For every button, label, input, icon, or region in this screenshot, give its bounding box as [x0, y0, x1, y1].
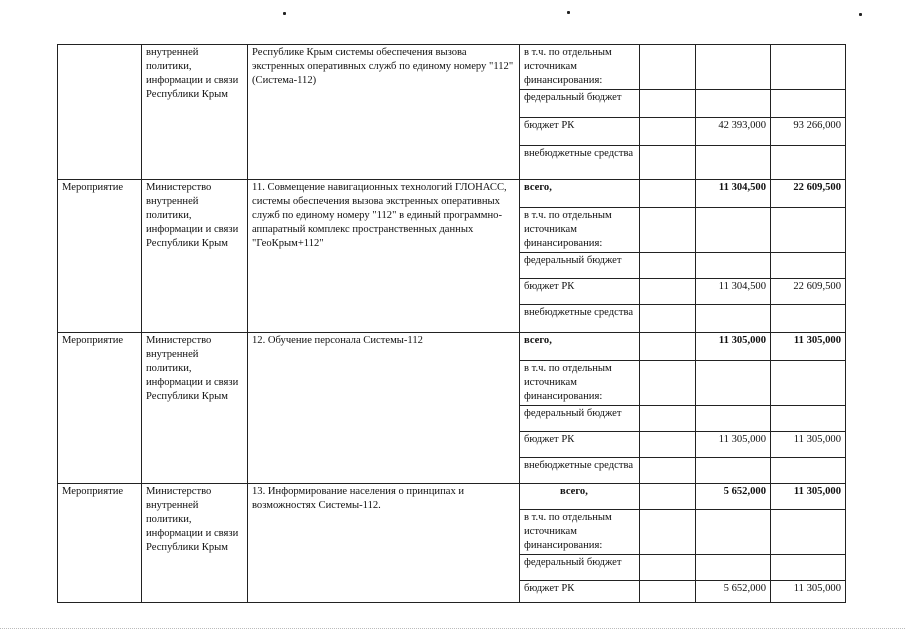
amount-year1-cell: 11 305,000 [696, 432, 771, 458]
amount-year1-cell: 5 652,000 [696, 581, 771, 603]
table-row [58, 45, 846, 90]
empty-cell [640, 118, 696, 146]
empty-cell [640, 406, 696, 432]
funding-source-label: в т.ч. по отдельным источникам финансирования: [520, 510, 640, 555]
amount-year2-cell: 22 609,500 [771, 279, 846, 305]
amount-year1-cell [696, 305, 771, 333]
scan-mark [859, 13, 862, 16]
amount-year1-cell [696, 90, 771, 118]
funding-source-label: внебюджетные средства [520, 305, 640, 333]
empty-cell [640, 555, 696, 581]
funding-source-label: бюджет РК [520, 118, 640, 146]
scan-mark [283, 12, 286, 15]
empty-cell [640, 253, 696, 279]
amount-year2-cell: 11 305,000 [771, 484, 846, 510]
empty-cell [640, 279, 696, 305]
scan-mark [567, 11, 570, 14]
funding-source-label: в т.ч. по отдельным источникам финансирования: [520, 45, 640, 90]
activity-type-cell: Мероприятие [58, 484, 142, 603]
activity-type-cell [58, 45, 142, 180]
amount-year2-cell [771, 458, 846, 484]
funding-source-label: всего, [520, 484, 640, 510]
amount-year2-cell [771, 208, 846, 253]
amount-year2-cell: 11 305,000 [771, 432, 846, 458]
amount-year1-cell: 5 652,000 [696, 484, 771, 510]
empty-cell [640, 510, 696, 555]
amount-year1-cell [696, 510, 771, 555]
funding-table [57, 44, 846, 603]
amount-year2-cell [771, 305, 846, 333]
funding-source-label: бюджет РК [520, 432, 640, 458]
funding-source-label: бюджет РК [520, 581, 640, 603]
empty-cell [640, 208, 696, 253]
table-row [58, 484, 846, 510]
amount-year2-cell [771, 361, 846, 406]
ministry-cell: внутренней политики, информации и связи Республики Крым [142, 45, 248, 180]
empty-cell [640, 432, 696, 458]
amount-year1-cell [696, 208, 771, 253]
funding-source-label: федеральный бюджет [520, 253, 640, 279]
empty-cell [640, 581, 696, 603]
amount-year1-cell: 11 304,500 [696, 279, 771, 305]
funding-source-label: всего, [520, 333, 640, 361]
ministry-cell: Министерство внутренней политики, информации и связи Республики Крым [142, 484, 248, 603]
activity-type-cell: Мероприятие [58, 333, 142, 484]
funding-source-label: всего, [520, 180, 640, 208]
activity-type-cell: Мероприятие [58, 180, 142, 333]
amount-year1-cell: 42 393,000 [696, 118, 771, 146]
empty-cell [640, 90, 696, 118]
funding-source-label: внебюджетные средства [520, 458, 640, 484]
ministry-cell: Министерство внутренней политики, информации и связи Республики Крым [142, 333, 248, 484]
funding-source-label: федеральный бюджет [520, 555, 640, 581]
empty-cell [640, 45, 696, 90]
amount-year1-cell [696, 458, 771, 484]
funding-source-label: внебюджетные средства [520, 146, 640, 180]
funding-source-label: бюджет РК [520, 279, 640, 305]
amount-year2-cell [771, 555, 846, 581]
amount-year1-cell [696, 406, 771, 432]
amount-year1-cell [696, 146, 771, 180]
empty-cell [640, 361, 696, 406]
amount-year2-cell: 11 305,000 [771, 333, 846, 361]
ministry-cell: Министерство внутренней политики, информации и связи Республики Крым [142, 180, 248, 333]
funding-source-label: федеральный бюджет [520, 90, 640, 118]
amount-year1-cell [696, 361, 771, 406]
table-body [58, 45, 846, 603]
activity-description-cell: Республике Крым системы обеспечения вызова экстренных оперативных служб по единому номеру "112" (Система-112) [248, 45, 520, 180]
funding-source-label: в т.ч. по отдельным источникам финансирования: [520, 208, 640, 253]
amount-year1-cell [696, 555, 771, 581]
amount-year2-cell [771, 406, 846, 432]
activity-description-cell: 13. Информирование населения о принципах и возможностях Системы-112. [248, 484, 520, 603]
amount-year2-cell: 93 266,000 [771, 118, 846, 146]
scan-edge [0, 628, 905, 630]
amount-year2-cell [771, 146, 846, 180]
amount-year2-cell: 11 305,000 [771, 581, 846, 603]
empty-cell [640, 305, 696, 333]
amount-year2-cell [771, 45, 846, 90]
amount-year1-cell: 11 305,000 [696, 333, 771, 361]
empty-cell [640, 180, 696, 208]
table-row [58, 333, 846, 361]
amount-year2-cell [771, 510, 846, 555]
empty-cell [640, 484, 696, 510]
funding-source-label: в т.ч. по отдельным источникам финансирования: [520, 361, 640, 406]
amount-year1-cell [696, 45, 771, 90]
amount-year2-cell [771, 90, 846, 118]
funding-source-label: федеральный бюджет [520, 406, 640, 432]
activity-description-cell: 12. Обучение персонала Системы-112 [248, 333, 520, 484]
table-row [58, 180, 846, 208]
empty-cell [640, 146, 696, 180]
activity-description-cell: 11. Совмещение навигационных технологий ГЛОНАСС, системы обеспечения вызова экстренных оперативных служб по единому номеру "112" в единый программно-аппаратный комплекс пространственных данных "ГеоКрым+112" [248, 180, 520, 333]
amount-year1-cell [696, 253, 771, 279]
empty-cell [640, 333, 696, 361]
amount-year2-cell: 22 609,500 [771, 180, 846, 208]
amount-year2-cell [771, 253, 846, 279]
amount-year1-cell: 11 304,500 [696, 180, 771, 208]
empty-cell [640, 458, 696, 484]
